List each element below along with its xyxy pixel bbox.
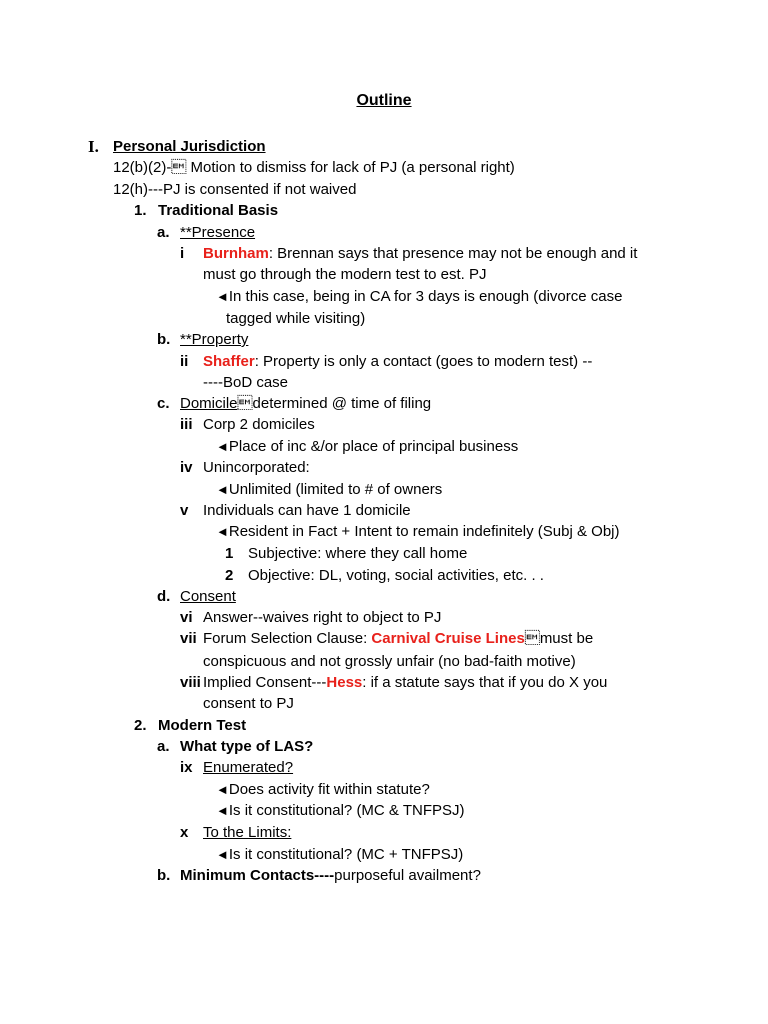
item-text: Answer--waives right to object to PJ: [203, 609, 442, 626]
item-heading: What type of LAS?: [180, 738, 314, 755]
case-name: Shaffer: [203, 353, 255, 370]
subpoint-text: Resident in Fact + Intent to remain indefinitely (Subj & Obj): [228, 523, 620, 540]
outline-item-traditional-basis: [134, 201, 278, 221]
item-text: : Brennan says that presence may not be enough and it: [268, 245, 638, 262]
item-text: Unincorporated:: [203, 459, 310, 476]
item-text: Forum Selection Clause:: [203, 630, 372, 647]
subpoint-text: Place of inc &/or place of principal business: [228, 438, 519, 455]
item-text: Implied Consent---: [203, 674, 327, 691]
case-name: Burnham: [203, 245, 269, 262]
item-marker: ix: [180, 759, 193, 776]
arrow-glyph: : [524, 630, 540, 647]
bullet-arrow-icon: ◄: [216, 439, 229, 454]
item-label: Enumerated?: [203, 759, 294, 776]
item-marker: viii: [180, 674, 201, 691]
item-text: must be: [539, 630, 594, 647]
item-label: Domicile: [180, 395, 238, 412]
item-marker: a.: [157, 738, 170, 755]
case-name: Carnival Cruise Lines: [371, 630, 525, 647]
item-label: Consent: [180, 588, 236, 605]
outline-item-subjective: [225, 544, 467, 564]
item-marker: i: [180, 245, 185, 262]
outline-item-modern-test: [134, 716, 246, 736]
item-label: **Presence: [180, 224, 256, 241]
item-marker: a.: [157, 224, 170, 241]
outline-item-objective: [225, 566, 544, 586]
subpoint-text: Is it constitutional? (MC & TNFPSJ): [228, 802, 465, 819]
item-marker: v: [180, 502, 189, 519]
item-text: Objective: DL, voting, social activities, etc. . .: [248, 567, 544, 584]
item-label: To the Limits:: [203, 824, 292, 841]
outline-item-property: [157, 330, 248, 350]
item-marker: 1: [225, 545, 234, 562]
bullet-arrow-icon: ◄: [216, 847, 229, 862]
outline-subpoint: [216, 522, 619, 542]
outline-item-las-type: [157, 737, 313, 757]
item-marker: 2: [225, 567, 234, 584]
item-marker: vi: [180, 609, 193, 626]
outline-subpoint: [216, 845, 463, 865]
subpoint-text: In this case, being in CA for 3 days is enough (divorce case: [228, 288, 623, 305]
outline-subpoint: [216, 287, 622, 307]
item-number: 2.: [134, 717, 147, 734]
outline-item-presence: [157, 223, 255, 243]
outline-item-implied-consent: [180, 673, 607, 693]
outline-item-shaffer: [180, 352, 592, 372]
outline-subpoint: [216, 480, 442, 500]
item-marker: ii: [180, 353, 189, 370]
arrow-glyph: : [237, 395, 253, 412]
outline-item-minimum-contacts: [157, 866, 481, 886]
item-heading: Traditional Basis: [158, 202, 279, 219]
item-marker: vii: [180, 630, 197, 647]
bullet-arrow-icon: ◄: [216, 482, 229, 497]
bullet-arrow-icon: ◄: [216, 803, 229, 818]
item-marker: d.: [157, 588, 171, 605]
outline-item-individuals: [180, 501, 411, 521]
item-text-continued: consent to PJ: [203, 695, 294, 712]
item-marker: iv: [180, 459, 193, 476]
outline-subpoint: [216, 801, 465, 821]
bullet-arrow-icon: ◄: [216, 289, 229, 304]
item-number: 1.: [134, 202, 147, 219]
outline-subpoint: [216, 780, 430, 800]
item-text: purposeful availment?: [334, 867, 481, 884]
subpoint-text-continued: tagged while visiting): [226, 310, 366, 327]
item-marker: iii: [180, 416, 193, 433]
item-marker: b.: [157, 867, 171, 884]
outline-item-forum-selection: [180, 629, 593, 649]
item-label: **Property: [180, 331, 249, 348]
item-text: determined @ time of filing: [252, 395, 432, 412]
bullet-arrow-icon: ◄: [216, 524, 229, 539]
outline-item-enumerated: [180, 758, 293, 778]
outline-item-consent: [157, 587, 236, 607]
outline-item-burnham: [180, 244, 637, 264]
item-text: Subjective: where they call home: [248, 545, 468, 562]
section-numeral: I.: [88, 137, 99, 156]
item-text-continued: conspicuous and not grossly unfair (no bad-faith motive): [203, 653, 576, 670]
item-text: : Property is only a contact (goes to modern test) --: [254, 353, 593, 370]
page-title: Outline: [356, 92, 412, 109]
item-text-continued: must go through the modern test to est. PJ: [203, 266, 487, 283]
outline-item-answer: [180, 608, 441, 628]
subpoint-text: Does activity fit within statute?: [228, 781, 430, 798]
outline-item-unincorporated: [180, 458, 310, 478]
rule-12h: 12(h)---PJ is consented if not waived: [113, 181, 357, 198]
outline-item-corp: [180, 415, 315, 435]
rule-12b2: 12(b)(2)- Motion to dismiss for lack of PJ (a personal right): [113, 159, 515, 176]
item-heading: Modern Test: [158, 717, 247, 734]
subpoint-text: Unlimited (limited to # of owners: [228, 481, 443, 498]
item-text-continued: ----BoD case: [203, 374, 289, 391]
outline-item-domicile: [157, 394, 431, 414]
item-text: : if a statute says that if you do X you: [362, 674, 608, 691]
case-name: Hess: [326, 674, 363, 691]
item-heading: Minimum Contacts----: [180, 867, 335, 884]
bullet-arrow-icon: ◄: [216, 782, 229, 797]
item-marker: x: [180, 824, 189, 841]
item-marker: c.: [157, 395, 170, 412]
item-marker: b.: [157, 331, 171, 348]
item-text: Corp 2 domiciles: [203, 416, 315, 433]
outline-item-to-the-limits: [180, 823, 291, 843]
section-heading: Personal Jurisdiction: [113, 138, 266, 155]
outline-subpoint: [216, 437, 518, 457]
subpoint-text: Is it constitutional? (MC + TNFPSJ): [228, 846, 464, 863]
item-text: Individuals can have 1 domicile: [203, 502, 411, 519]
